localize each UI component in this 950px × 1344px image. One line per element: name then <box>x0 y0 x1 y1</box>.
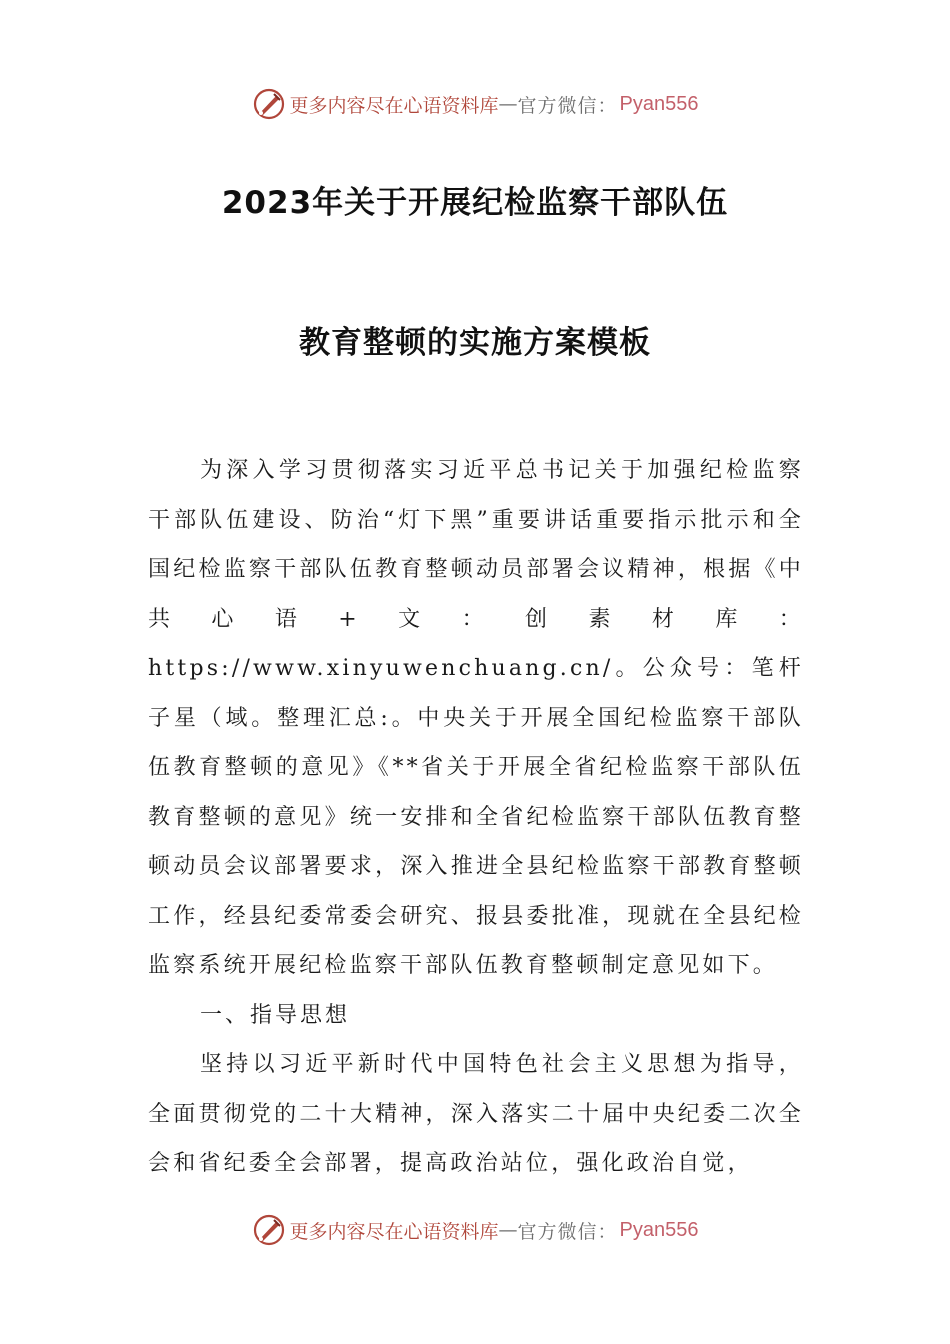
header-banner <box>0 84 950 124</box>
banner-site-name: 更多内容尽在心语资料库 <box>289 94 499 117</box>
document-title-line-1: 2023年关于开展纪检监察干部队伍 <box>221 185 729 221</box>
banner-site-name: 更多内容尽在心语资料库 <box>289 1220 499 1243</box>
banner-dash: — <box>498 1219 518 1241</box>
pen-logo-icon <box>252 1213 286 1247</box>
footer-banner <box>0 1210 950 1250</box>
banner-wechat-id: Pyan556 <box>619 1218 699 1241</box>
document-title-line-2: 教育整顿的实施方案模板 <box>299 325 651 361</box>
banner-wechat-id: Pyan556 <box>619 92 699 115</box>
intro-paragraph: 为深入学习贯彻落实习近平总书记关于加强纪检监察干部队伍建设、防治“灯下黑”重要讲话重要指示批示和全国纪检监察干部队伍教育整顿动员部署会议精神，根据《中共心语+文：创素材库：https://www.xinyuwenchuang.cn/。公众号：笔杆子星（域。整理汇总:。中央关于开展全国纪检监察干部队伍教育整顿的意见》《**省关于开展全省纪检监察干部队伍教育整顿的意见》统一安排和全省纪检监察干部队伍教育整顿动员会议部署要求，深入推进全县纪检监察干部教育整顿工作，经县纪委常委会研究、报县委批准，现就在全县纪检监察系统开展纪检监察干部队伍教育整顿制定意见如下。 <box>148 458 804 978</box>
banner-wechat-label: 官方微信： <box>517 94 618 117</box>
section-paragraph: 坚持以习近平新时代中国特色社会主义思想为指导，全面贯彻党的二十大精神，深入落实二十届中央纪委二次全会和省纪委全会部署，提高政治站位，强化政治自觉， <box>148 1052 804 1176</box>
document-body <box>148 446 804 1189</box>
pen-logo-icon <box>252 87 286 121</box>
banner-wechat-label: 官方微信： <box>517 1220 618 1243</box>
section-heading-guiding-ideology: 一、指导思想 <box>200 1002 351 1028</box>
banner-dash: — <box>498 93 518 115</box>
